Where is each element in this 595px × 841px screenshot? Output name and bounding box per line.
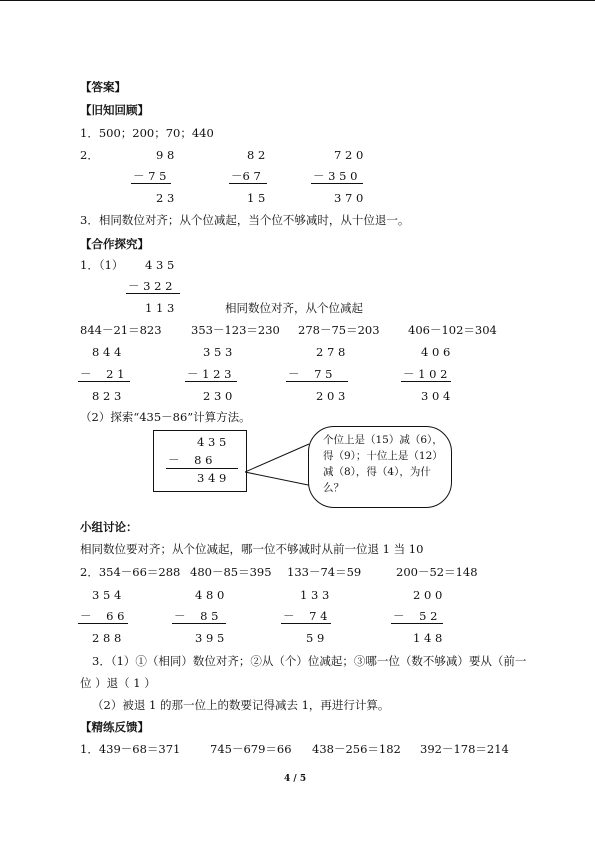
calc-rule: [281, 623, 331, 624]
review-q2-label: 2．: [80, 148, 99, 162]
calc-rule: [311, 183, 363, 184]
review-q2-res-1: 2 3: [156, 191, 175, 205]
practice-4: 392－178＝214: [420, 742, 509, 756]
q2b-col-res-3: 5 9: [306, 631, 325, 645]
q2b-col-sub-1: － 6 6: [80, 609, 125, 623]
section-explore: 【合作探究】: [80, 237, 149, 251]
box-sub: － 8 6: [168, 453, 213, 467]
q2b-col-top-1: 3 5 4: [92, 588, 122, 602]
review-q2-sub-2: －6 7: [231, 169, 261, 183]
section-answer: 【答案】: [80, 80, 126, 94]
explore-p1-top: 4 3 5: [145, 258, 175, 272]
explore-eq-4: 406－102＝304: [408, 323, 497, 337]
explore-col-res-3: 2 0 3: [316, 389, 346, 403]
calc-box: [153, 430, 247, 492]
explore-col-top-1: 8 4 4: [92, 345, 122, 359]
q2b-eq-2: 480－85＝395: [190, 565, 272, 579]
callout-text: 个位上是（15）减（6），得（9）；十位上是（12）减（8），得（4），为什么？: [323, 434, 443, 494]
review-q2-top-1: 9 8: [156, 148, 175, 162]
review-q2-sub-1: － 7 5: [133, 169, 167, 183]
q2b-col-sub-4: － 5 2: [393, 609, 438, 623]
explore-col-res-4: 3 0 4: [421, 389, 451, 403]
explore-eq-1: 844－21＝823: [80, 323, 162, 337]
explore-col-res-1: 8 2 3: [92, 389, 122, 403]
practice-3: 438－256＝182: [312, 742, 401, 756]
q2b-eq-1: 2．354－66＝288: [80, 565, 181, 579]
explore-col-top-4: 4 0 6: [421, 345, 451, 359]
q2b-col-top-3: 1 3 3: [300, 588, 330, 602]
explore-eq-3: 278－75＝203: [298, 323, 380, 337]
section-practice: 【精练反馈】: [80, 720, 149, 734]
practice-2: 745－679＝66: [210, 742, 292, 756]
box-top: 4 3 5: [197, 435, 227, 449]
review-q1: 1．500；200；70；440: [80, 126, 214, 140]
calc-rule: [166, 468, 238, 469]
explore-p2-label: （2）探索“435－86”计算方法。: [80, 410, 251, 424]
calc-rule: [391, 623, 443, 624]
calc-rule: [78, 381, 130, 382]
calc-rule: [126, 293, 180, 294]
practice-1: 1．439－68＝371: [80, 742, 181, 756]
explore-col-res-2: 2 3 0: [203, 389, 233, 403]
explore-col-top-2: 3 5 3: [203, 345, 233, 359]
calc-rule: [401, 381, 451, 382]
box-res: 3 4 9: [197, 471, 227, 485]
explore-col-sub-1: － 2 1: [80, 367, 125, 381]
q2b-eq-3: 133－74＝59: [287, 565, 362, 579]
explore-eq-2: 353－123＝230: [191, 323, 280, 337]
calc-rule: [131, 183, 171, 184]
callout-bubble: [308, 426, 452, 508]
q2b-col-res-1: 2 8 8: [92, 631, 122, 645]
q2b-col-top-4: 2 0 0: [413, 588, 443, 602]
calc-rule: [185, 381, 237, 382]
review-q2-res-3: 3 7 0: [334, 191, 364, 205]
review-q3: 3．相同数位对齐；从个位减起，当个位不够减时，从十位退一。: [80, 213, 410, 227]
page-number: 4 / 5: [284, 774, 307, 784]
group-text: 相同数位要对齐；从个位减起，哪一位不够减时从前一位退 1 当 10: [80, 542, 424, 556]
calc-rule: [229, 183, 267, 184]
explore-col-top-3: 2 7 8: [316, 345, 346, 359]
top-rule: [0, 0, 595, 1]
explore-p1-res: 1 1 3: [145, 301, 175, 315]
q2b-col-top-2: 4 8 0: [195, 588, 225, 602]
q3b-line3: （2）被退 1 的那一位上的数要记得减去 1，再进行计算。: [92, 698, 390, 712]
explore-p1-label: 1．（1）: [80, 258, 124, 272]
review-q2-sub-3: － 3 5 0: [313, 169, 358, 183]
q2b-col-res-2: 3 9 5: [195, 631, 225, 645]
review-q2-top-3: 7 2 0: [334, 148, 364, 162]
explore-col-sub-2: － 1 2 3: [187, 367, 232, 381]
q2b-col-sub-2: － 8 5: [174, 609, 219, 623]
callout-pointer: [245, 440, 315, 490]
q3b-line1: 3．（1）①（相同）数位对齐；②从（个）位减起；③哪一位（数不够减）要从（前一: [92, 654, 527, 668]
q2b-col-sub-3: － 7 4: [283, 609, 328, 623]
explore-col-sub-3: － 7 5: [288, 367, 333, 381]
calc-rule: [172, 623, 226, 624]
calc-rule: [286, 381, 348, 382]
review-q2-top-2: 8 2: [247, 148, 266, 162]
explore-p1-sub: － 3 2 2: [128, 279, 173, 293]
q2b-col-res-4: 1 4 8: [413, 631, 443, 645]
explore-col-sub-4: － 1 0 2: [403, 367, 448, 381]
q3b-line2: 位 ）退（ 1 ）: [80, 676, 156, 690]
calc-rule: [78, 623, 128, 624]
explore-p1-note: 相同数位对齐，从个位减起: [225, 301, 363, 315]
section-review: 【旧知回顾】: [80, 103, 149, 117]
group-title: 小组讨论：: [80, 520, 138, 534]
q2b-eq-4: 200－52＝148: [396, 565, 478, 579]
review-q2-res-2: 1 5: [247, 191, 266, 205]
